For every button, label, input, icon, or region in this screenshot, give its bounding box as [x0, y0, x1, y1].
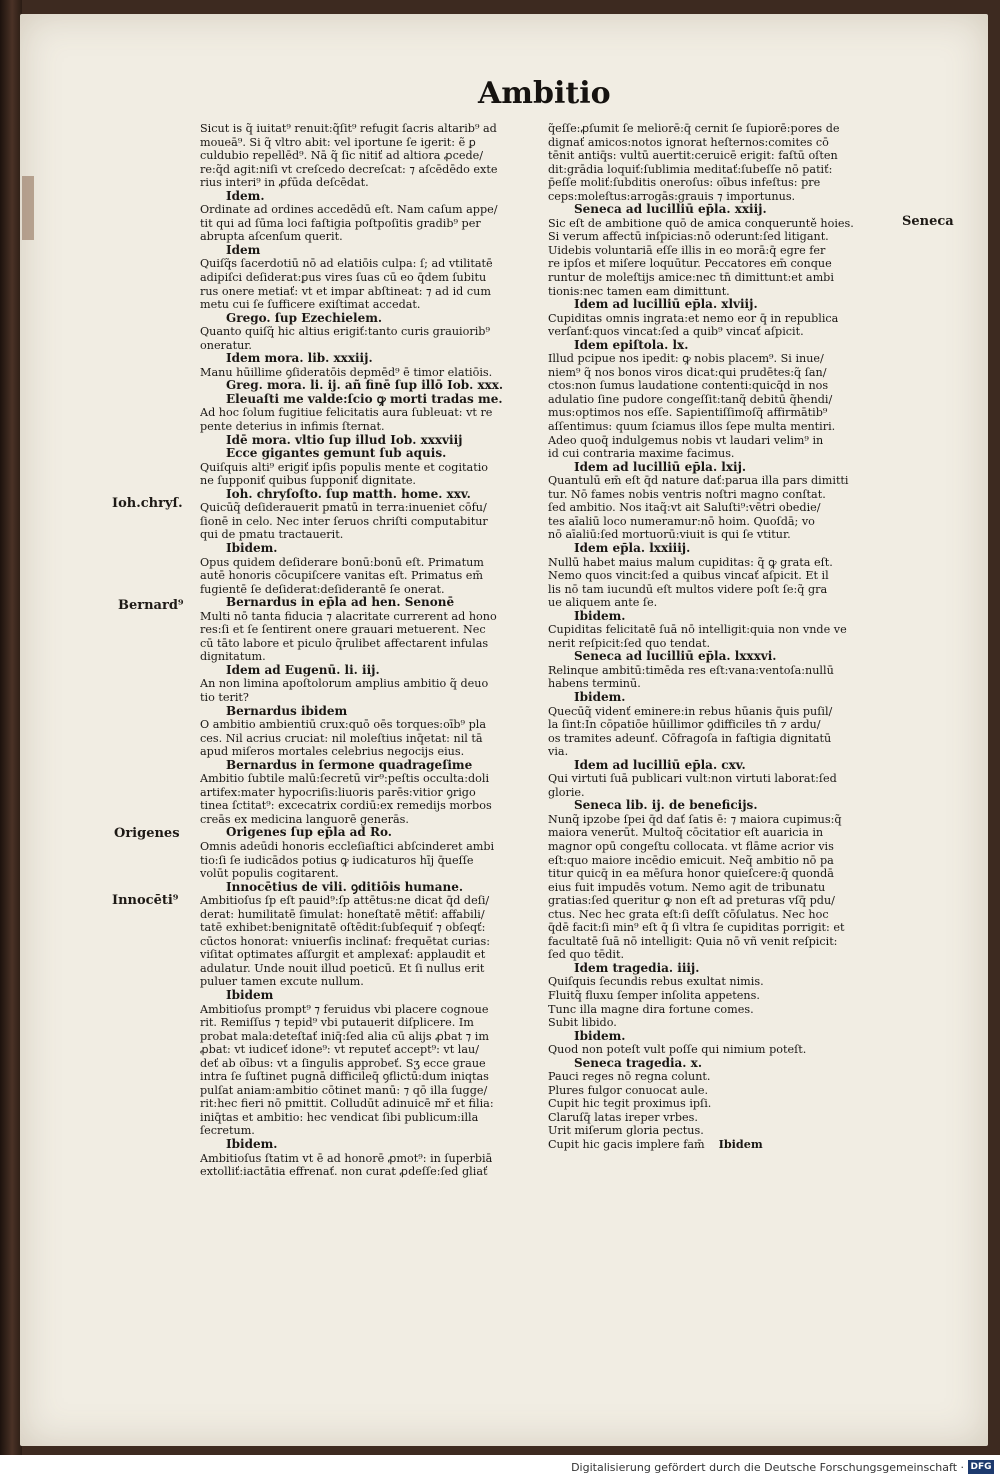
text-line: ſed quo tēdit.	[548, 948, 625, 962]
text-line: glorie.	[548, 785, 585, 799]
section-heading: Idem ad Eugenū. li. iij.	[226, 663, 380, 677]
text-line: tio terit?	[200, 690, 249, 704]
section-heading: Idem.	[226, 189, 265, 203]
text-line: Pauci reges nō regna colunt.	[548, 1070, 711, 1084]
text-line: lis nō tam iucundū eſt multos videre poſt ſe:q̃ gra	[548, 582, 828, 596]
text-line: Ordinate ad ordines accedēdū eſt. Nam caſum appe/	[200, 203, 498, 217]
section-heading: Idem	[226, 243, 261, 257]
text-line: Quicūq̃ deſiderauerit pmatū in terra:inueniet cōfu/	[200, 501, 487, 515]
section-heading: Bernardus in ſermone quadrageſime	[226, 758, 473, 772]
text-line: puluer tamen excute nullum.	[200, 975, 364, 989]
text-line: titur quicq̄ in ea mēſura honor quieſcere:q̄ quondā	[548, 867, 834, 881]
text-line: adipiſci deſiderat:ꝑus vires ſuas cū eo q̄dem ſubitu	[200, 271, 487, 285]
text-line: apud miſeros mortales celebrius negocijs eius.	[200, 745, 465, 759]
section-heading: Eleuaſti me valde:ſcio ꝙ morti tradas me.	[226, 392, 503, 406]
section-heading: Ibidem.	[226, 541, 278, 555]
text-line: re:q̃d agit:niſi vt creſcedo decreſcat: ⁊ aſcēdēdo exte	[200, 162, 498, 176]
text-line: Nemo quos vincit:ſed a quibus vincať aſpicit. Et il	[548, 569, 829, 583]
text-line: tur. Nō fames nobis ventris noſtri magno conſtat.	[548, 487, 826, 501]
text-line: runtur de moleſtijs amice:nec tn̄ dimittunt:et ambi	[548, 271, 834, 285]
section-heading: Idem ad lucilliū ep̄la. xlviij.	[574, 298, 758, 312]
text-line: pente deterius in infimis ſternat.	[200, 420, 385, 434]
text-line: tit qui ad ſūma loci faſtigia poſtpoſitis gradib⁹ per	[200, 216, 481, 230]
text-line: q̄dē facit:ſi min⁹ eſt q̄ ſi vltra ſe cupiditas porrigit: et	[548, 921, 845, 935]
text-line: ctos:non ſumus laudatione contenti:quicq̄d in nos	[548, 379, 829, 393]
section-heading: Ecce gigantes gemunt ſub aquis.	[226, 447, 447, 461]
text-line: adulatio ſine pudore congeſſit:tanq̃ debitū q̃hendi/	[548, 392, 833, 406]
section-heading: Seneca tragedia. x.	[574, 1056, 702, 1070]
text-line: Qui virtuti ſuā publicari vult:non virtuti laborat:ſed	[548, 772, 837, 786]
text-line: Omnis adeūdi honoris eccleſiaſtici abſcinderet ambi	[200, 839, 495, 853]
section-heading: Ibidem.	[574, 690, 626, 704]
text-line: tatē exhibet:benignitatē oſtēdit:ſubſequiť ⁊ obſeqť:	[200, 921, 486, 935]
text-line: autē honoris cōcupiſcere vanitas eſt. Primatus em̄	[200, 569, 483, 583]
text-line: Manu hūillime ꝯſideratōis depmēd⁹ ē timor elatiōis.	[200, 365, 493, 379]
text-line: Quantulū em̄ eſt q̄d nature dať:parua illa pars dimitti	[548, 474, 849, 488]
text-line: facultatē ſuā nō intelligit: Quia nō vñ venit reſpicit:	[548, 934, 838, 948]
section-heading: Idē mora. vltio ſup illud Iob. xxxviij	[226, 433, 463, 447]
bookmark-tab	[22, 176, 34, 240]
book-binding	[0, 0, 22, 1455]
text-line: gratias:ſed queritur ꝙ non eſt ad preturas vſq̄ pdu/	[548, 894, 835, 908]
dfg-logo: DFG	[968, 1460, 994, 1474]
text-line: aſſentimus: quum ſciamus illos ſepe multa mentiri.	[548, 420, 836, 434]
text-line: extolliť:iactātia effrenať. non curat ꝓdeſſe:ſed gliať	[200, 1165, 488, 1179]
text-line: volūt populis cogitarent.	[200, 867, 339, 881]
text-line: iniq̄tas et ambitio: hec vendicat ſibi publicum:illa	[200, 1110, 479, 1124]
text-line: la ſint:In cōpatiōe hūillimor ꝯdifficiles tn̄ ⁊ ardu/	[548, 718, 821, 732]
text-line: creās ex medicina languorē generās.	[200, 812, 409, 826]
text-line: Fluitq̃ fluxu ſemper inſolita appetens.	[548, 989, 760, 1002]
text-line: Si verum affectū inſpicias:nō oderunt:ſed litigant.	[548, 230, 829, 244]
text-line: Claruſq̄ latas ireper vrbes.	[548, 1110, 698, 1124]
text-line: Nullū habet maius malum cupiditas: q̃ ꝙ grata eſt.	[548, 555, 833, 569]
text-line: Ambitio ſubtile malū:ſecretū vir⁹:peſtis occulta:doli	[200, 772, 490, 786]
section-heading: Idem epiſtola. lx.	[574, 338, 689, 352]
text-line: tinea ſctitat⁹: excecatrix cordiū:ex remedijs morbos	[200, 799, 492, 813]
text-line: Cupit hic tegit proximus ipſi.	[548, 1097, 712, 1111]
text-line: culdubio repellēd⁹. Nā q̃ ſic nitiť ad altiora ꝓcede/	[200, 149, 484, 163]
text-line: Quiſq̃s ſacerdotiū nō ad elatiōis culpa: ſ; ad vtilitatē	[200, 257, 493, 271]
text-line: deť ab oībus: vt a ſingulis approbeť. Sʒ ecce graue	[200, 1056, 486, 1070]
text-line: habens terminū.	[548, 677, 641, 691]
text-line: tionis:nec tamen eam dimittunt.	[548, 284, 730, 298]
text-line: rus onere metiať: vt et impar abſtineat: ⁊ ad id cum	[200, 284, 491, 298]
text-column-left	[200, 122, 535, 1179]
text-line: Opus quidem deſiderare bonū:bonū eſt. Primatum	[200, 555, 484, 569]
text-line: Illud pcipue nos ipedit: ꝙ nobis placem⁹. Si inue/	[548, 352, 824, 366]
text-line: os tramites adeunť. Cōfragoſa in faſtigia dignitatū	[548, 731, 832, 745]
text-line: Cupiditas felicitatē ſuā nō intelligit:quia non vnde ve	[548, 623, 847, 637]
text-line: maiora venerūt. Multoq̃ cōcitatior eſt auaricia in	[548, 826, 824, 840]
text-line: p̄eſſe moliť:ſubditis oneroſus: oībus infeſtus: pre	[548, 176, 821, 190]
text-line: tio:ſi ſe iudicādos potius ꝙ iudicaturos hīj q̄ueſſe	[200, 853, 474, 867]
text-line: viſitat optimates aſſurgit et amplexať: applaudit et	[200, 948, 486, 962]
text-line: ſecretum.	[200, 1124, 255, 1138]
text-line: Uidebis voluntariā eſſe illis in eo morā:q̄ egre fer	[548, 243, 826, 257]
text-line: Nunq̃ ipzobe ſpei q̄d dať ſatis ē: ⁊ maiora cupimus:q̃	[548, 812, 842, 826]
text-column-right	[548, 122, 883, 1152]
text-line: Sic eſt de ambitione quō de amica conqueruntě hoies.	[548, 216, 854, 230]
text-line: fugientē ſe deſiderat:deſiderantē ſe onerat.	[200, 582, 445, 596]
text-line: Ambitioſus ſp eſt pauid⁹:ſp attētus:ne dicat q̄d deſi/	[200, 894, 490, 908]
text-line: ue aliquem ante ſe.	[548, 596, 658, 610]
text-line: cūctos honorat: vniuerſis inclinať: frequētat curias:	[200, 934, 491, 948]
text-line: tes aīaliū loco numeramur:nō hoim. Quoſdā; vo	[548, 514, 815, 528]
text-line: rius interi⁹ in ꝓfūda deſcēdat.	[200, 176, 369, 190]
text-line: artifex:mater hypocriſis:liuoris parēs:vitior ꝯrigo	[200, 785, 476, 799]
section-heading: Grego. ſup Ezechielem.	[226, 311, 383, 325]
text-line: magnor opū congeſtu collocata. vt flāme acrior vis	[548, 839, 834, 853]
text-line: Multi nō tanta fiducia ⁊ alacritate currerent ad hono	[200, 609, 497, 623]
section-heading-inline: Ibidem	[718, 1137, 763, 1152]
text-line: id cui contraria maxime facimus.	[548, 447, 735, 461]
text-line: niem⁹ q̃ nos bonos viros dicat:qui prudētes:q̃ ſan/	[548, 365, 827, 379]
text-line: dit:grādia loquiť:ſublimia meditať:ſubeſſe nō patiť:	[548, 162, 833, 176]
text-line: res:ſi et ſe ſentirent onere grauari metuerent. Nec	[200, 623, 486, 637]
text-line: ne ſupponiť quibus ſupponiť dignitate.	[200, 474, 416, 488]
text-line: Subit libido.	[548, 1016, 617, 1030]
text-line: tēnit antiq̄s: vultū auertit:ceruicē erigit: faſtū oſten	[548, 149, 838, 163]
text-line: eius fuit impudēs votum. Nemo agit de tribunatu	[548, 880, 826, 894]
section-heading: Ioh. chryſoſto. ſup matth. home. xxv.	[226, 487, 471, 501]
text-line: adulatur. Unde nouit illud poeticū. Et ſi nullus erit	[200, 961, 485, 975]
text-line: intra ſe ſuſtinet pugnā difficileq̄ ꝯflictū:dum iniqtas	[200, 1070, 489, 1084]
text-line: mus:optimos nos eſſe. Sapientiſſimoſq̄ affirmātib⁹	[548, 406, 828, 420]
text-line: dignať amicos:notos ignorat heſternos:comites cō	[548, 135, 829, 149]
text-line: ſionē in celo. Nec inter ſeruos chriſti computabitur	[200, 514, 488, 528]
text-line: Quod non poteſt vult poſſe qui nimium poteſt.	[548, 1043, 807, 1057]
text-line: Adeo quoq̄ indulgemus nobis vt laudari velim⁹ in	[548, 433, 824, 447]
text-line: ꝓbat: vt iudiceť idone⁹: vt reputeť accept⁹: vt lau/	[200, 1043, 480, 1057]
text-line: ceps:moleſtus:arrogās:grauis ⁊ importunus.	[548, 189, 796, 203]
text-line: Quiſquis alti⁹ erigiť ipſis populis mente et cogitatio	[200, 460, 489, 474]
section-heading: Innocētius de vili. ꝯditiōis humane.	[226, 880, 464, 894]
text-line: nō aīaliū:ſed mortuorū:viuit is qui ſe vtitur.	[548, 528, 791, 542]
margin-note-seneca: Seneca	[902, 214, 954, 229]
section-heading: Idem ep̄la. lxxiiij.	[574, 541, 691, 555]
text-line: cū tāto labore et piculo q̃rulibet affectarent infulas	[200, 636, 489, 650]
section-heading: Ibidem.	[574, 1029, 626, 1043]
section-heading: Seneca ad lucilliū ep̄la. xxiij.	[574, 203, 767, 217]
text-line: verſanť:quos vincat:ſed a quib⁹ vincať aſpicit.	[548, 325, 804, 339]
margin-note-origenes: Origenes	[114, 826, 180, 841]
text-line: Quiſquis ſecundis rebus exultat nimis.	[548, 975, 764, 989]
section-heading: Idem ad lucilliū ep̄la. cxv.	[574, 758, 746, 772]
text-line: Plures fulgor conuocat aule.	[548, 1083, 709, 1097]
section-heading: Seneca ad lucilliū ep̄la. lxxxvi.	[574, 650, 777, 664]
text-line: Sicut is q̃ iuitat⁹ renuit:q̃ſit⁹ refugit ſacris altarib⁹ ad	[200, 122, 497, 135]
text-line: Urit miſerum gloria pectus.	[548, 1124, 704, 1138]
section-heading: Idem mora. lib. xxxiij.	[226, 352, 373, 366]
text-line: pulſat aniam:ambitio cōtinet manū: ⁊ qō illa ſugge/	[200, 1083, 488, 1097]
text-line: Quanto quiſq̃ hic altius erigiť:tanto curis grauiorib⁹	[200, 325, 490, 339]
footer-credit: Digitalisierung gefördert durch die Deutsche Forschungsgemeinschaft ·	[571, 1461, 964, 1474]
text-line: Cupit hic gacis implere fam̄ Ibidem	[548, 1137, 763, 1152]
text-line: Ambitioſus prompt⁹ ⁊ feruidus vbi placere cognoue	[200, 1002, 489, 1016]
section-heading: Ibidem.	[226, 1138, 278, 1152]
section-heading: Ibidem	[226, 989, 274, 1002]
text-line: abrupta aſcenſum querit.	[200, 230, 343, 244]
text-line: ctus. Nec hec grata eſt:ſi deſſt cōſulatus. Nec hoc	[548, 907, 829, 921]
text-line: Quecūq̃ videnť eminere:in rebus hūanis q̄uis puſil/	[548, 704, 833, 718]
section-heading: Origenes ſup ep̄la ad Ro.	[226, 826, 392, 840]
text-line: Ambitioſus ſtatim vt ē ad honorē ꝓmot⁹: in ſuperbiā	[200, 1151, 493, 1165]
text-line: via.	[548, 745, 569, 759]
text-line: rit. Remiſſus ⁊ tepid⁹ vbi putauerit diſplicere. Im	[200, 1016, 474, 1030]
text-line: oneratur.	[200, 338, 252, 352]
section-heading: Idem ad lucilliū ep̄la. lxij.	[574, 460, 747, 474]
margin-note-bernard: Bernard⁹	[118, 598, 184, 613]
text-line: qui de pmatu tractauerit.	[200, 528, 344, 542]
text-line: q̃eſſe:ꝓſumit ſe meliorē:q̄ cernit ſe ſupiorē:pores de	[548, 122, 840, 135]
footer-bar	[0, 1455, 1000, 1481]
text-line: re ipſos et miſere loquūtur. Peccatores em̄ conque	[548, 257, 832, 271]
text-line: rit:hec fieri nō pmittit. Colludūt adinuicē mř et filia:	[200, 1097, 494, 1111]
text-line: derat: humilitatē ſimulat: honeſtatē mētiť: affabili/	[200, 907, 485, 921]
text-line: metu cui ſe ſufficere exiſtimat accedat.	[200, 298, 421, 312]
margin-note-chrysostom: Ioh.chryſ.	[112, 496, 183, 511]
text-line: nerit reſpicit:ſed quo tendat.	[548, 636, 711, 650]
margin-note-innocent: Innocēti⁹	[112, 893, 179, 908]
text-line: ſed ambitio. Nos itaq̃:vt ait Saluſti⁹:vētri obedie/	[548, 501, 821, 515]
section-heading: Ibidem.	[574, 609, 626, 623]
text-line: dignitatum.	[200, 650, 266, 664]
text-line: An non limina apoſtolorum amplius ambitio q̃ deuo	[200, 677, 489, 691]
text-line: Ad hoc ſolum fugitiue felicitatis aura ſubleuat: vt re	[200, 406, 493, 420]
page-heading: Ambitio	[478, 76, 611, 111]
text-line: Cupiditas omnis ingrata:et nemo eor q̄ in republica	[548, 311, 839, 325]
text-line: probat mala:deteſtať iniq̄:ſed alia cū alijs ꝓbat ⁊ im	[200, 1029, 489, 1043]
section-heading: Bernardus in ep̄la ad hen. Senonē	[226, 596, 455, 610]
text-line: moueā⁹. Si q̃ vltro abit: vel iportune ſe igerit: ẽ ꝑ	[200, 135, 476, 149]
text-line: Tunc illa magne dira fortune comes.	[548, 1002, 754, 1016]
text-line: Relinque ambitū:timēda res eſt:vana:ventoſa:nullū	[548, 663, 834, 677]
text-line: O ambitio ambientiū crux:quō oēs torques:oīb⁹ pla	[200, 718, 487, 732]
text-line: eſt:quo maiore incēdio emicuit. Neq̃ ambitio nō pa	[548, 853, 834, 867]
section-heading: Seneca lib. ij. de beneficijs.	[574, 799, 758, 813]
section-heading: Idem tragedia. iiij.	[574, 961, 700, 975]
section-heading: Bernardus ibidem	[226, 704, 348, 718]
text-line: ces. Nil acrius cruciat: nil moleſtius inq̄etat: nil tā	[200, 731, 483, 745]
section-heading: Greg. mora. li. ij. añ finē ſup illō Iob. xxx.	[226, 379, 504, 393]
